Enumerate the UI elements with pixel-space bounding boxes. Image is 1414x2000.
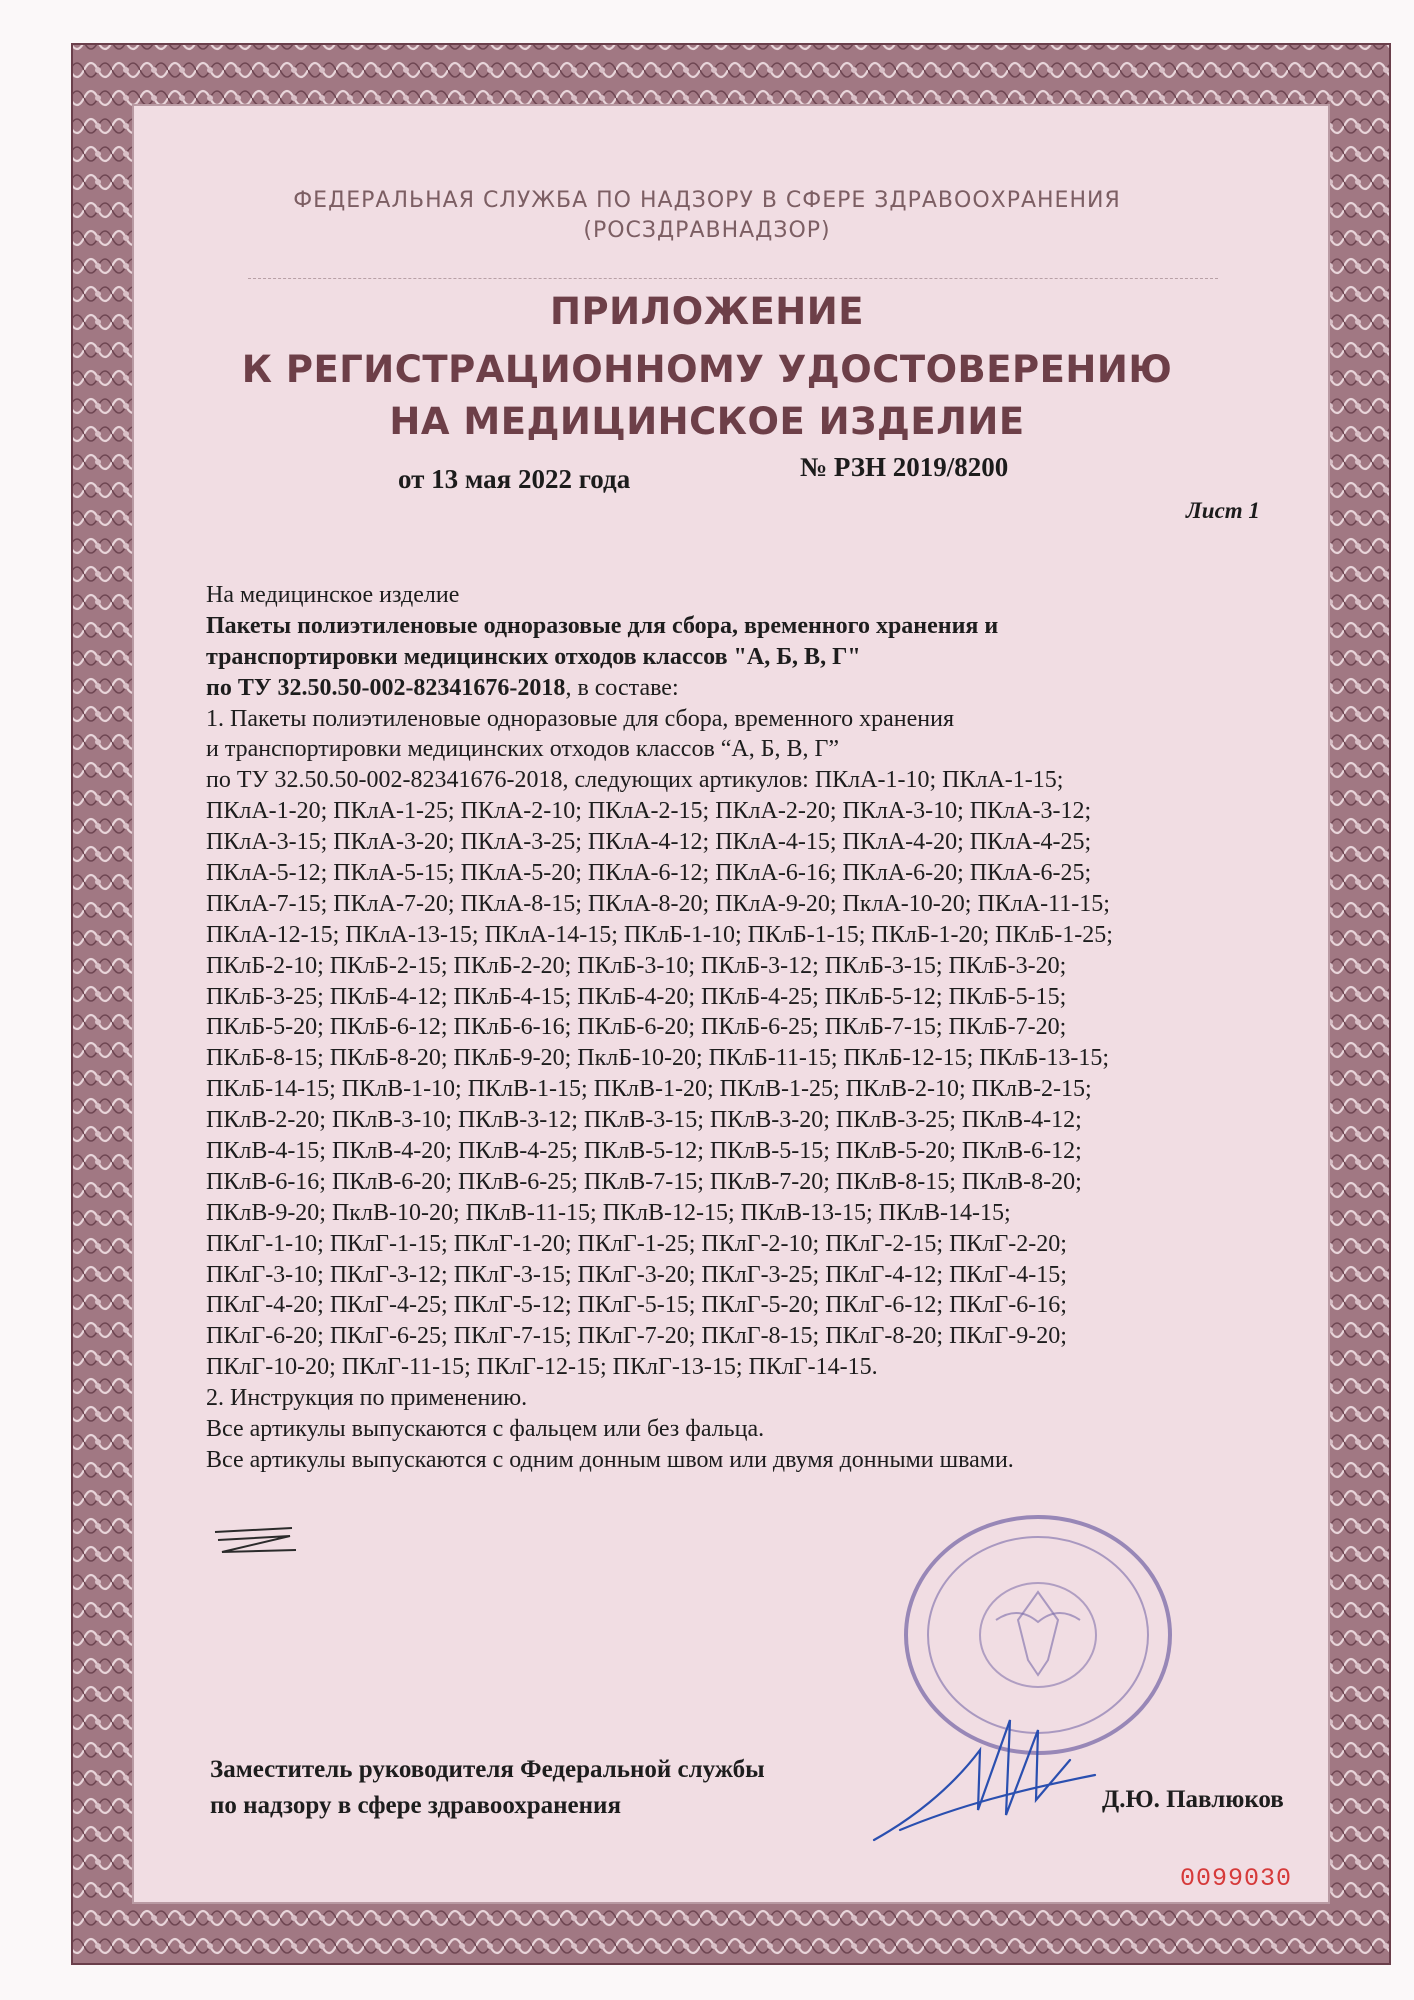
article-line: ПКлВ-4-15; ПКлВ-4-20; ПКлВ-4-25; ПКлВ-5-12; ПКлВ-5-15; ПКлВ-5-20; ПКлВ-6-12; [206,1138,1082,1165]
note-seam: Все артикулы выпускаются с одним донным швом или двумя донными швами. [206,1446,1014,1473]
item1-line2: и транспортировки медицинских отходов классов “А, Б, В, Г” [206,736,840,763]
item1-line1: 1. Пакеты полиэтиленовые одноразовые для сбора, временного хранения [206,705,955,732]
note-fold: Все артикулы выпускаются с фальцем или без фальца. [206,1416,765,1443]
document-title-line3: НА МЕДИЦИНСКОЕ ИЗДЕЛИЕ [389,400,1025,443]
article-line: ПКлГ-4-20; ПКлГ-4-25; ПКлГ-5-12; ПКлГ-5-15; ПКлГ-5-20; ПКлГ-6-12; ПКлГ-6-16; [206,1292,1067,1319]
article-line: ПКлГ-3-10; ПКлГ-3-12; ПКлГ-3-15; ПКлГ-3-20; ПКлГ-3-25; ПКлГ-4-12; ПКлГ-4-15; [206,1261,1067,1288]
sheet-number: Лист 1 [1186,498,1260,523]
tu-suffix: , в составе: [565,674,679,701]
article-line: ПКлА-5-12; ПКлА-5-15; ПКлА-5-20; ПКлА-6-12; ПКлА-6-16; ПКлА-6-20; ПКлА-6-25; [206,860,1092,887]
article-line: по ТУ 32.50.50-002-82341676-2018, следующих артикулов: ПКлА-1-10; ПКлА-1-15; [206,767,1064,794]
agency-name: ФЕДЕРАЛЬНАЯ СЛУЖБА ПО НАДЗОРУ В СФЕРЕ ЗДРАВООХРАНЕНИЯ [293,188,1121,213]
signer-name: Д.Ю. Павлюков [1102,1786,1284,1813]
article-line: ПКлБ-14-15; ПКлВ-1-10; ПКлВ-1-15; ПКлВ-1-20; ПКлВ-1-25; ПКлВ-2-10; ПКлВ-2-15; [206,1076,1092,1103]
issue-date: от 13 мая 2022 года [398,464,631,494]
signature-icon [870,1690,1100,1850]
item2-line: 2. Инструкция по применению. [206,1385,528,1412]
article-line: ПКлГ-6-20; ПКлГ-6-25; ПКлГ-7-15; ПКлГ-7-20; ПКлГ-8-15; ПКлГ-8-20; ПКлГ-9-20; [206,1323,1067,1350]
article-line: ПКлГ-10-20; ПКлГ-11-15; ПКлГ-12-15; ПКлГ-13-15; ПКлГ-14-15. [206,1354,878,1381]
article-line: ПКлВ-2-20; ПКлВ-3-10; ПКлВ-3-12; ПКлВ-3-15; ПКлВ-3-20; ПКлВ-3-25; ПКлВ-4-12; [206,1107,1082,1134]
article-line: ПКлБ-5-20; ПКлБ-6-12; ПКлБ-6-16; ПКлБ-6-20; ПКлБ-6-25; ПКлБ-7-15; ПКлБ-7-20; [206,1014,1067,1041]
agency-abbrev: (РОСЗДРАВНАДЗОР) [583,218,831,243]
article-line: ПКлА-1-20; ПКлА-1-25; ПКлА-2-10; ПКлА-2-15; ПКлА-2-20; ПКлА-3-10; ПКлА-3-12; [206,798,1092,825]
signer-title-line1: Заместитель руководителя Федеральной службы [210,1756,765,1783]
serial-number: 0099030 [1180,1864,1293,1893]
article-list [206,765,1336,1383]
article-line: ПКлВ-9-20; ПклВ-10-20; ПКлВ-11-15; ПКлВ-12-15; ПКлВ-13-15; ПКлВ-14-15; [206,1199,1011,1226]
article-line: ПКлВ-6-16; ПКлВ-6-20; ПКлВ-6-25; ПКлВ-7-15; ПКлВ-7-20; ПКлВ-8-15; ПКлВ-8-20; [206,1168,1082,1195]
article-line: ПКлГ-1-10; ПКлГ-1-15; ПКлГ-1-20; ПКлГ-1-25; ПКлГ-2-10; ПКлГ-2-15; ПКлГ-2-20; [206,1230,1067,1257]
product-name-line2: транспортировки медицинских отходов классов "А, Б, В, Г" [206,643,861,670]
article-line: ПКлБ-3-25; ПКлБ-4-12; ПКлБ-4-15; ПКлБ-4-20; ПКлБ-4-25; ПКлБ-5-12; ПКлБ-5-15; [206,983,1067,1010]
article-line: ПКлА-3-15; ПКлА-3-20; ПКлА-3-25; ПКлА-4-12; ПКлА-4-15; ПКлА-4-20; ПКлА-4-25; [206,829,1092,856]
document-title-line1: ПРИЛОЖЕНИЕ [549,290,864,333]
document-body [206,580,1336,1476]
signer-title-line2: по надзору в сфере здравоохранения [210,1792,621,1819]
end-of-text-mark [210,1520,300,1560]
article-line: ПКлБ-8-15; ПКлБ-8-20; ПКлБ-9-20; ПклБ-10-20; ПКлБ-11-15; ПКлБ-12-15; ПКлБ-13-15; [206,1045,1110,1072]
tu-line [206,673,1336,704]
document-title-line2: К РЕГИСТРАЦИОННОМУ УДОСТОВЕРЕНИЮ [241,348,1173,391]
tu-reference: по ТУ 32.50.50-002-82341676-2018 [206,674,566,701]
intro-line: На медицинское изделие [206,582,460,608]
registration-number: № РЗН 2019/8200 [800,452,1009,482]
article-line: ПКлБ-2-10; ПКлБ-2-15; ПКлБ-2-20; ПКлБ-3-10; ПКлБ-3-12; ПКлБ-3-15; ПКлБ-3-20; [206,952,1067,979]
article-line: ПКлА-12-15; ПКлА-13-15; ПКлА-14-15; ПКлБ-1-10; ПКлБ-1-15; ПКлБ-1-20; ПКлБ-1-25; [206,921,1113,948]
product-name-line1: Пакеты полиэтиленовые одноразовые для сбора, временного хранения и [206,612,999,639]
header-divider [248,278,1218,279]
article-line: ПКлА-7-15; ПКлА-7-20; ПКлА-8-15; ПКлА-8-20; ПКлА-9-20; ПклА-10-20; ПКлА-11-15; [206,890,1110,917]
